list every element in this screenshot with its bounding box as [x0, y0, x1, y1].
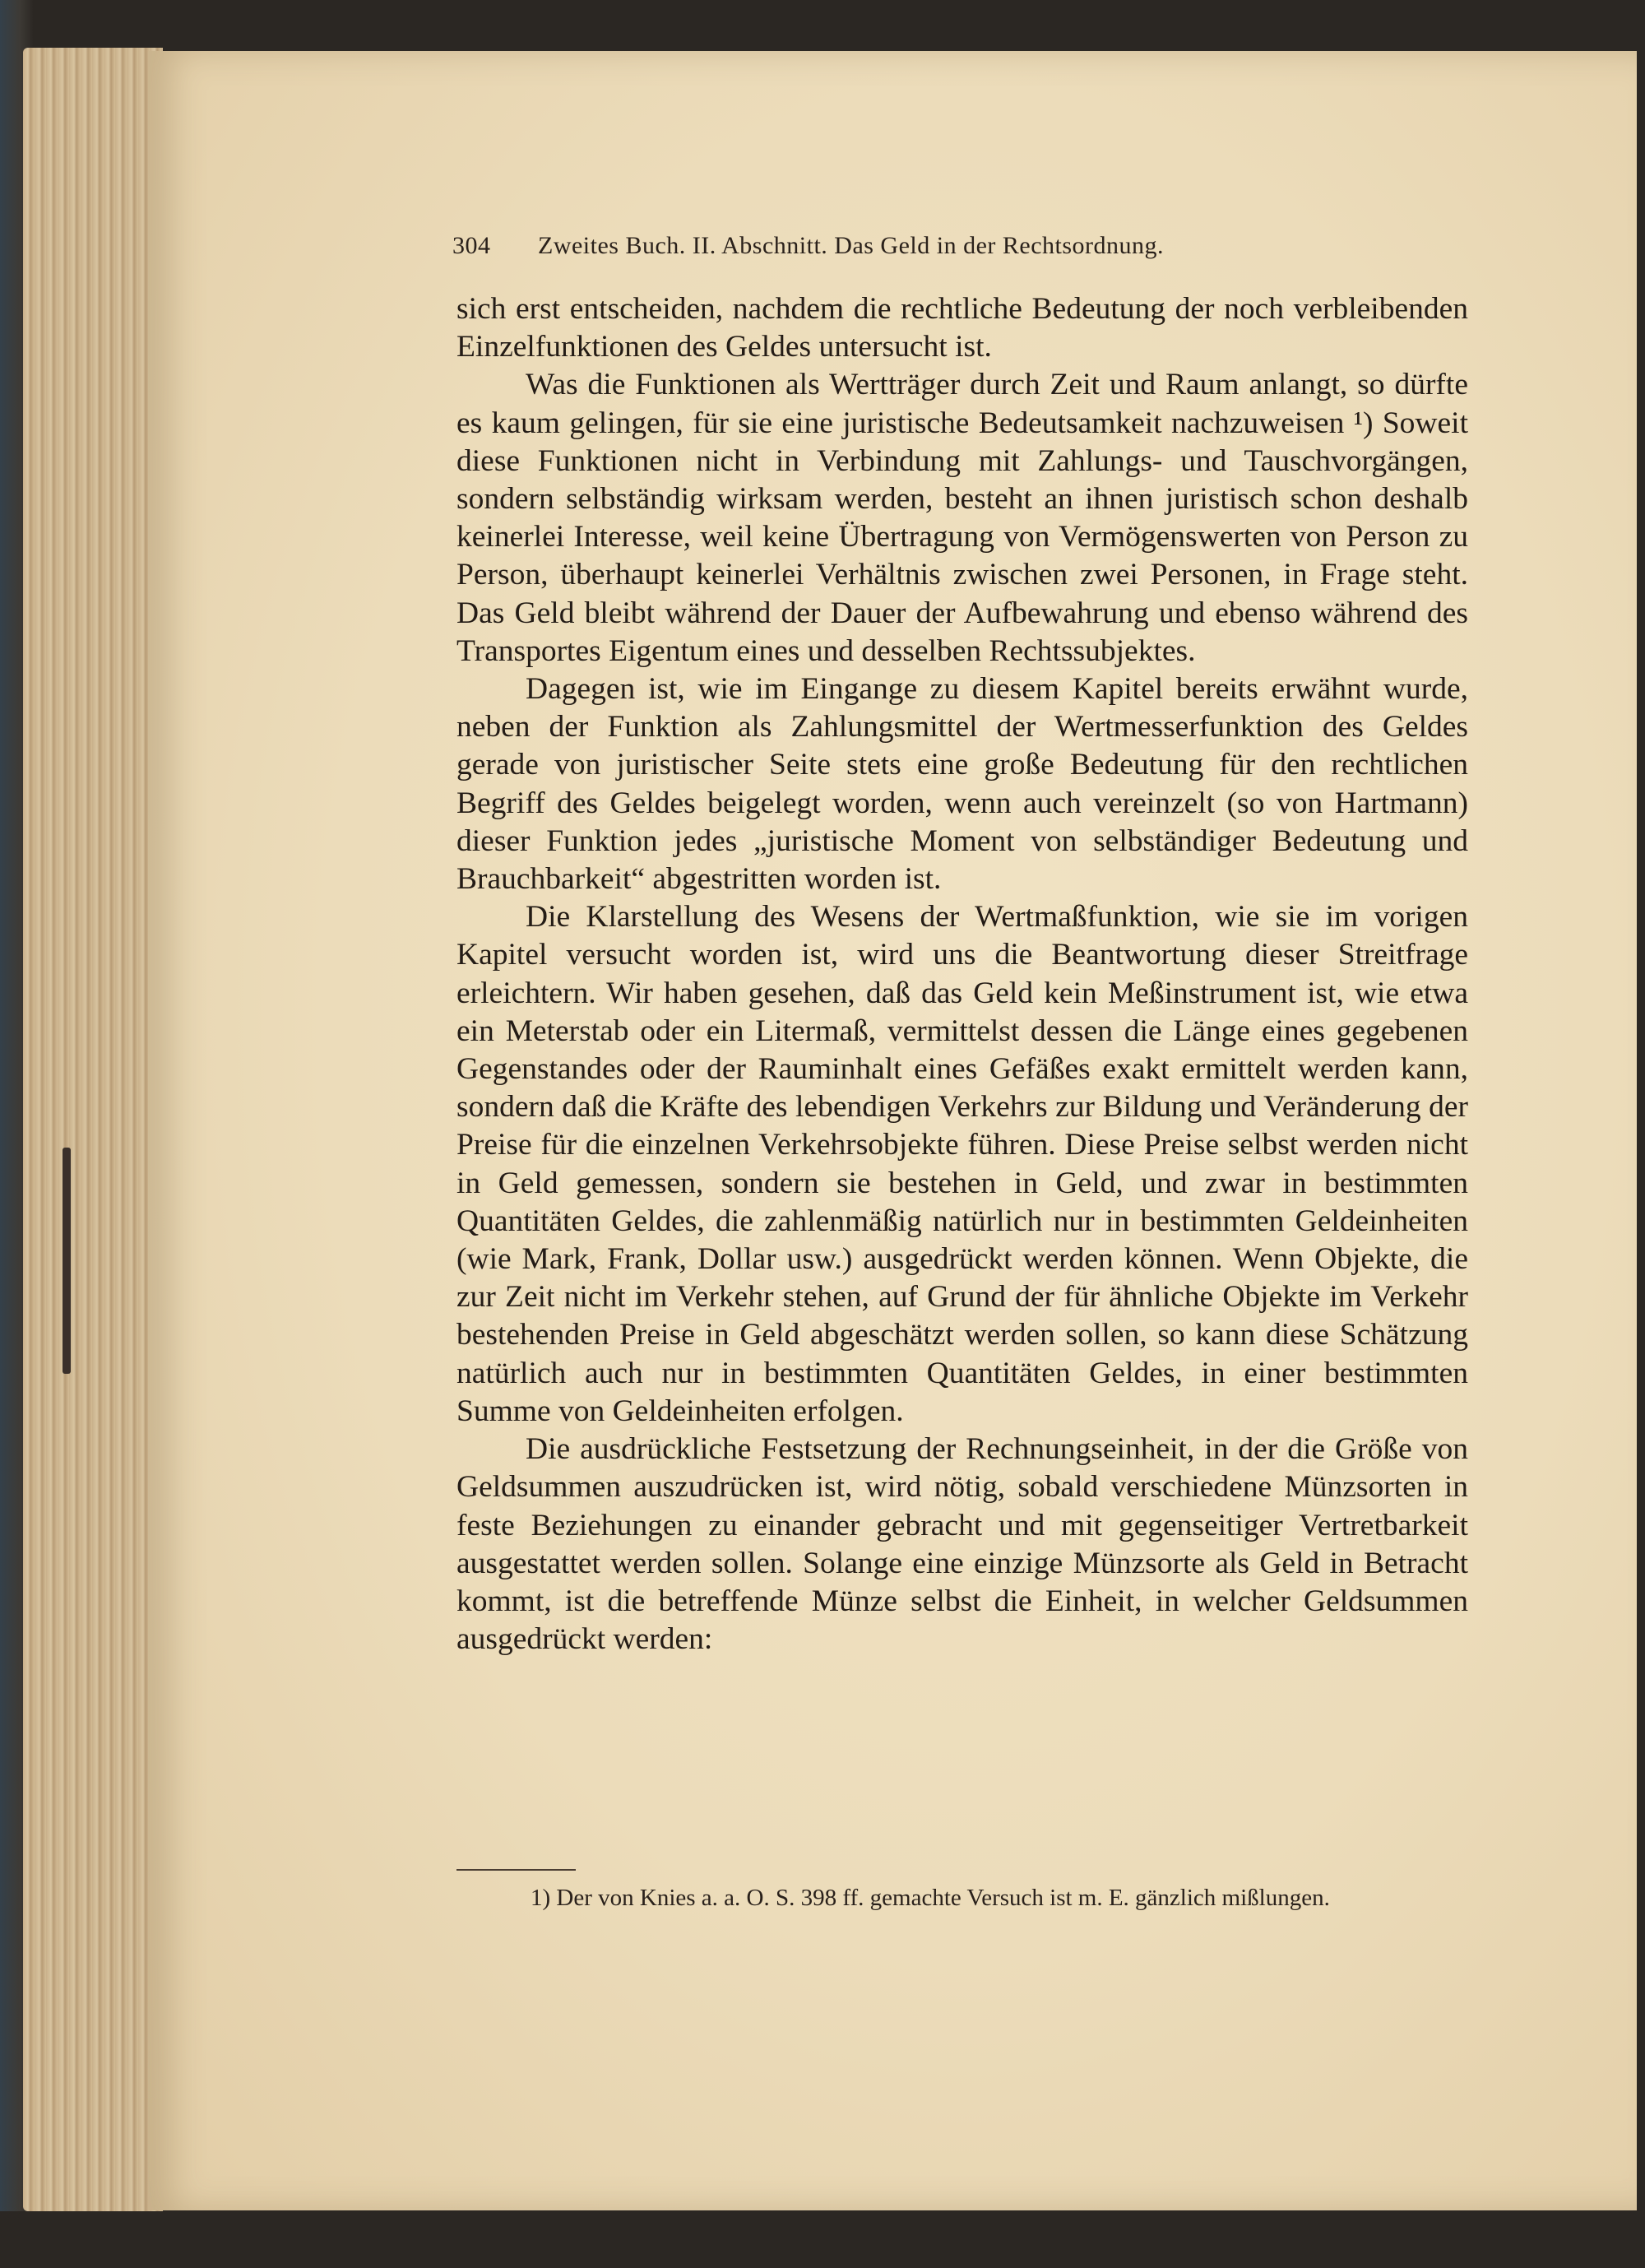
running-header [452, 232, 1472, 260]
paragraph-5: Die ausdrückliche Festsetzung der Rechnungseinheit, in der die Größe von Geldsummen auszudrücken ist, wird nötig, sobald verschiedene Münzsorten in feste Beziehungen zu einander gebracht und mit gegenseitiger Vertretbarkeit ausgestattet werden sollen. Solange eine einzige Münzsorte als Geld in Betracht kommt, ist die betreffende Münze selbst die Einheit, in welcher Geldsummen ausgedrückt werden: [456, 1432, 1468, 1657]
paragraph-2: Was die Funktionen als Wertträger durch Zeit und Raum anlangt, so dürfte es kaum gelingen, für sie eine juristische Bedeutsamkeit nachzuweisen ¹) Soweit diese Funktionen nicht in Verbindung mit Zahlungs- und Tauschvorgängen, sondern selbständig wirksam werden, besteht an ihnen juristisch schon deshalb keinerlei Interesse, weil keine Übertragung von Vermögenswerten von Person zu Person, überhaupt keinerlei Verhältnis zwischen zwei Personen, in Frage steht. Das Geld bleibt während der Dauer der Aufbewahrung und ebenso während des Transportes Eigentum eines und desselben Rechtssubjektes. [456, 368, 1468, 668]
footnote: 1) Der von Knies a. a. O. S. 398 ff. gemachte Versuch ist m. E. gänzlich mißlungen. [531, 1885, 1330, 1911]
page-stack-edges [23, 48, 163, 2211]
running-head-title: Zweites Buch. II. Abschnitt. Das Geld in der Rechtsordnung. [538, 232, 1165, 259]
paragraph-3: Dagegen ist, wie im Eingange zu diesem Kapitel bereits erwähnt wurde, neben der Funktion als Zahlungsmittel der Wertmesserfunktion des Geldes gerade von juristischer Seite stets eine große Bedeutung für den rechtlichen Begriff des Geldes beigelegt worden, wenn auch vereinzelt (so von Hartmann) dieser Funktion jedes „juristische Moment von selbständiger Bedeutung und Brauchbarkeit“ abgestritten worden ist. [456, 672, 1468, 897]
page-number: 304 [452, 232, 491, 259]
paragraph-1: sich erst entscheiden, nachdem die rechtliche Bedeutung der noch verbleibenden Einzelfunktionen des Geldes untersucht ist. [456, 292, 1468, 364]
footnote-divider [456, 1869, 576, 1871]
body-text [456, 290, 1468, 1658]
bottom-background [0, 2211, 1645, 2268]
bookmark-ribbon [63, 1148, 71, 1374]
paragraph-4: Die Klarstellung des Wesens der Wertmaßfunktion, wie sie im vorigen Kapitel versucht worden ist, wird uns die Beantwortung dieser Streitfrage erleichtern. Wir haben gesehen, daß das Geld kein Meßinstrument ist, wie etwa ein Meterstab oder ein Litermaß, vermittelst dessen die Länge eines gegebenen Gegenstandes oder der Rauminhalt eines Gefäßes exakt ermittelt werden kann, sondern daß die Kräfte des lebendigen Verkehrs zur Bildung und Veränderung der Preise für die einzelnen Verkehrsobjekte führen. Diese Preise selbst werden nicht in Geld gemessen, sondern sie bestehen in Geld, und zwar in bestimmten Quantitäten Geldes, die zahlenmäßig natürlich nur in bestimmten Geldeinheiten (wie Mark, Frank, Dollar usw.) ausgedrückt werden können. Wenn Objekte, die zur Zeit nicht im Verkehr stehen, auf Grund der für ähnliche Objekte im Verkehr bestehenden Preise in Geld abgeschätzt werden sollen, so kann diese Schätzung natürlich auch nur in bestimmten Quantitäten Geldes, in einer bestimmten Summe von Geldeinheiten erfolgen. [456, 900, 1468, 1428]
